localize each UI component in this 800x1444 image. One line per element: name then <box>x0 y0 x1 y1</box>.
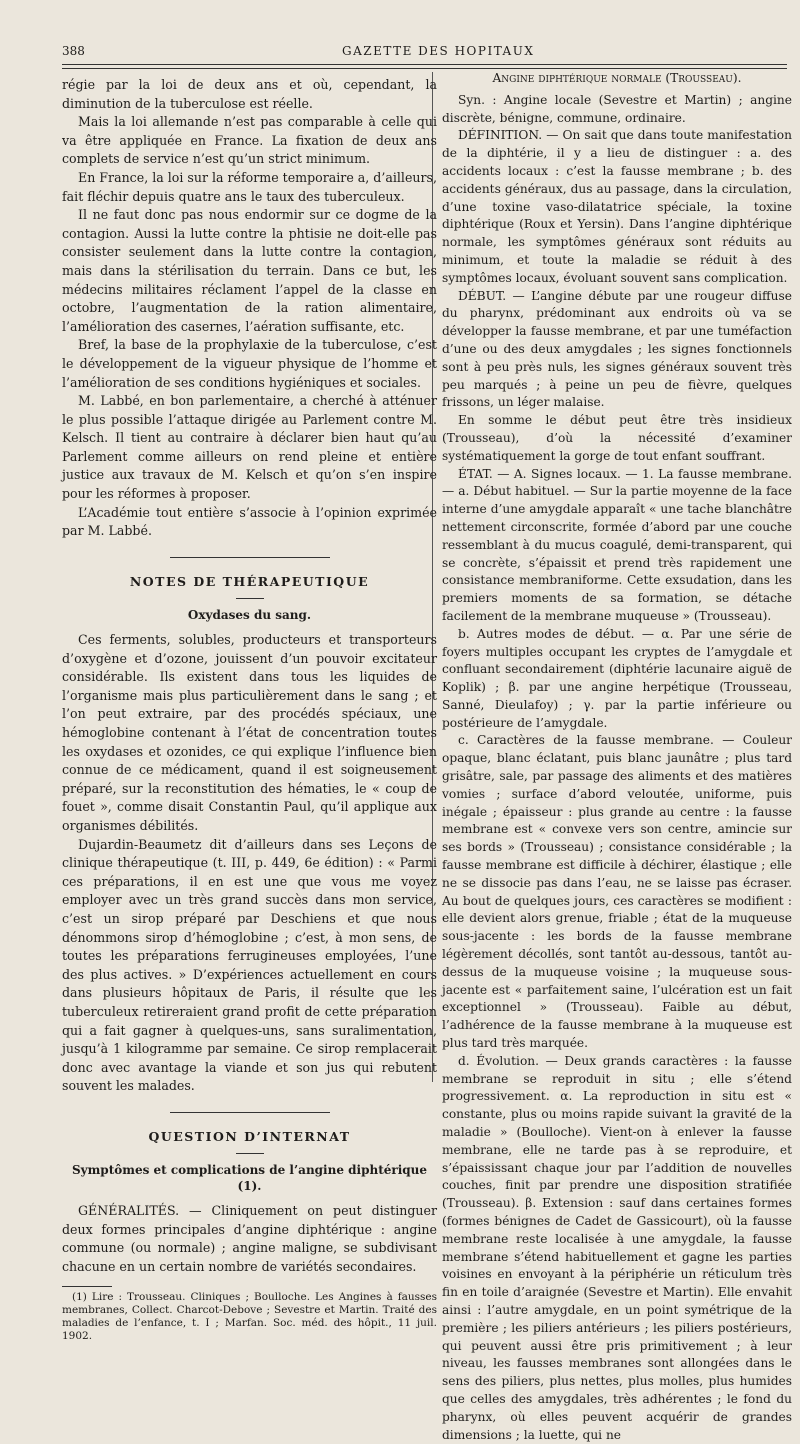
section-ornament <box>62 1104 437 1123</box>
header-rule <box>62 64 787 69</box>
footnote: (1) Lire : Trousseau. Cliniques ; Boulloche. Les Angines à fausses membranes, Collect. Charcot-Debove ; Sevestre et Martin. Traité des maladies de l’enfance, t. I ; Marfan. Soc. méd. des hôpit., 11 juil. 1902. <box>62 1291 437 1343</box>
notes-title: NOTES DE THÉRAPEUTIQUE <box>129 574 370 590</box>
right-column <box>442 70 792 1442</box>
paragraph: b. Autres modes de début. — α. Par une série de foyers multiples occupant les cryptes de l’amygdale et confluant secondairement (diphtérie lacunaire aiguë de Koplik) ; β. par une angine herpétique (Trousseau, Sanné, Dieulafoy) ; γ. par la partie inférieure ou postérieure de l’amygdale. <box>442 626 792 730</box>
question-title: QUESTION D’INTERNAT <box>148 1129 351 1145</box>
short-rule <box>236 1153 264 1154</box>
paragraph: ÉTAT. — A. Signes locaux. — 1. La fausse membrane. — a. Début habituel. — Sur la partie moyenne de la face interne d’une amygdale apparaît « une tache blanchâtre nettement circonscrite, formée d’abord par une couche ressemblant à du mucus coagulé, demi-transparent, qui se concrète, s’épaissit et prend très rapidement une consistance membraniforme. Cette exsudation, dans les premiers moments de sa formation, se détache facilement de la membrane muqueuse » (Trousseau). <box>442 466 792 623</box>
paragraph: d. Évolution. — Deux grands caractères : la fausse membrane se reproduit in situ ; elle s’étend progressivement. α. La reproduction in situ est « constante, plus ou moins rapide suivant la gravité de la maladie » (Boulloche). Vient-on à enlever la fausse membrane, elle ne tarde pas à se reproduire, et s’épaississant chaque jour par l’addition de nouvelles couches, finit par prendre une disposition stratifiée (Trousseau). β. Extension : sauf dans certaines formes (formes bénignes de Cadet de Gassicourt), où la fausse membrane reste localisée à une amygdale, la fausse membrane s’étend habituellement et gagne les parties voisines en envoyant à la périphérie un réticulum très fin en toile d’araignée (Sevestre et Martin). Elle envahit ainsi : l’autre amygdale, en un point symétrique de la première ; les piliers antérieurs ; les piliers postérieurs, qui peuvent aussi être pris primitivement ; à leur niveau, les fausses membranes sont allongées dans le sens des piliers, plus nettes, plus molles, plus humides que celles des amygdales, très adhérentes ; le fond du pharynx, où elles peuvent acquérir de grandes dimensions ; la luette, qui ne <box>442 1053 792 1442</box>
paragraph: DÉBUT. — L’angine débute par une rougeur diffuse du pharynx, prédominant aux endroits où va se développer la fausse membrane, et par une tuméfaction d’une ou des deux amygdales ; les signes fonctionnels sont à peu près nuls, les signes généraux souvent très peu marqués ; à peine un peu de fièvre, quelques frissons, un léger malaise. <box>442 288 792 410</box>
section-heading: Angine diphtérique normale (Trousseau). <box>492 71 742 85</box>
paragraph: c. Caractères de la fausse membrane. — Couleur opaque, blanc éclatant, puis blanc jaunâtre ; plus tard grisâtre, sale, par passage des aliments et des matières vomies ; surface d’abord veloutée, uniforme, puis inégale ; épaisseur : plus grande au centre : la fausse membrane est « convexe vers son centre, amincie sur ses bords » (Trousseau) ; consistance considérable ; la fausse membrane est difficile à déchirer, élastique ; elle ne se dissocie pas dans l’eau, ne se laisse pas écraser. Au bout de quelques jours, ces caractères se modifient : elle devient alors grenue, friable ; état de la muqueuse sous-jacente : les bords de la fausse membrane légèrement décollés, sont tantôt au-dessous, tantôt au-dessus de la muqueuse voisine ; la muqueuse sous-jacente est « parfaitement saine, l’ulcération est un fait exceptionnel » (Trousseau). Faible au début, l’adhérence de la fausse membrane à la muqueuse est plus tard très marquée. <box>442 733 792 1051</box>
paragraph: Syn. : Angine locale (Sevestre et Martin) ; angine discrète, bénigne, commune, ordinaire. <box>442 92 792 125</box>
running-title: GAZETTE DES HOPITAUX <box>342 44 535 58</box>
left-column <box>62 76 438 1343</box>
paragraph: En somme le début peut être très insidieux (Trousseau), d’où la nécessité d’examiner systématiquement la gorge de tout enfant souffrant. <box>442 413 792 463</box>
footnote-rule <box>62 1286 112 1287</box>
page-number: 388 <box>62 44 85 58</box>
section-ornament <box>62 549 437 568</box>
paragraph: Mais la loi allemande n’est pas comparable à celle qui va être appliquée en France. La fixation de deux ans complets de service n’est qu’un strict minimum. <box>62 114 437 167</box>
paragraph: M. Labbé, en bon parlementaire, a cherché à atténuer le plus possible l’attaque dirigée au Parlement contre M. Kelsch. Il tient au contraire à déclarer bien haut qu’au Parlement comme ailleurs on rend pleine et entière justice aux travaux de M. Kelsch et qu’on s’en inspire pour les réformes à proposer. <box>62 393 437 502</box>
paragraph: GÉNÉRALITÉS. — Cliniquement on peut distinguer deux formes principales d’angine diphtérique : angine commune (ou normale) ; angine maligne, se subdivisant chacune en un certain nombre de variétés secondaires. <box>62 1203 437 1274</box>
paragraph: En France, la loi sur la réforme temporaire a, d’ailleurs, fait fléchir depuis quatre ans le taux des tuberculeux. <box>62 169 438 204</box>
paragraph: Bref, la base de la prophylaxie de la tuberculose, c’est le développement de la vigueur physique de l’homme et l’amélioration de ses conditions hygiéniques et sociales. <box>62 337 437 390</box>
paragraph: DÉFINITION. — On sait que dans toute manifestation de la diphtérie, il y a lieu de distinguer : a. des accidents locaux : c’est la fausse membrane ; b. des accidents généraux, dus au passage, dans la circulation, d’une toxine vaso-dilatatrice spéciale, la toxine diphtérique (Roux et Yersin). Dans l’angine diphtérique normale, les symptômes généraux sont réduits au minimum, et toute la maladie se réduit à des symptômes locaux, évoluant souvent sans complication. <box>442 128 792 285</box>
paragraph: Dujardin-Beaumetz dit d’ailleurs dans ses Leçons de clinique thérapeutique (t. III, p. 449, 6e édition) : « Parmi ces préparations, il en est une que vous me voyez employer avec un très grand succès dans mon service, c’est un sirop préparé par Deschiens et que nous dénommons sirop d’hémoglobine ; c’est, à mon sens, de toutes les préparations ferrugineuses employées, l’une des plus actives. » D’expériences actuellement en cours dans plusieurs hôpitaux de Paris, il résulte que les tuberculeux retireraient grand profit de cette préparation qui a fait gagner à quelques-uns, sans suralimentation, jusqu’à 1 kilogramme par semaine. Ce sirop remplacerait donc avec avantage la viande et son jus qui rebutent souvent les malades. <box>62 836 437 1094</box>
question-subtitle: Symptômes et complications de l’angine diphtérique (1). <box>71 1163 428 1194</box>
page-header <box>62 40 787 62</box>
short-rule <box>236 598 264 599</box>
paragraph: Ces ferments, solubles, producteurs et transporteurs d’oxygène et d’ozone, jouissent d’un pouvoir excitateur considérable. Ils existent dans tous les liquides de l’organisme mais plus particulièrement dans le sang ; et l’on peut extraire, par des procédés spéciaux, une hémoglobine contenant à l’état de concentration toutes les oxydases et ozonides, ce qui explique l’influence bien connue de ce médicament, quand il est soigneusement préparé, sur la reconstitution des hématies, le « coup de fouet », comme disait Constantin Paul, qu’il applique aux organismes débilités. <box>62 632 437 833</box>
paragraph: régie par la loi de deux ans et où, cependant, la diminution de la tuberculose est réelle. <box>62 77 437 111</box>
paragraph: L’Académie tout entière s’associe à l’opinion exprimée par M. Labbé. <box>62 504 437 539</box>
paragraph: Il ne faut donc pas nous endormir sur ce dogme de la contagion. Aussi la lutte contre la phtisie ne doit-elle pas consister seulement dans la lutte contre la contagion, mais dans la stérilisation du terrain. Dans ce but, les médecins militaires réclament l’appel de la classe en octobre, l’augmentation de la ration alimentaire, l’amélioration des casernes, l’aération suffisante, etc. <box>62 207 437 334</box>
notes-subtitle: Oxydases du sang. <box>187 608 312 623</box>
